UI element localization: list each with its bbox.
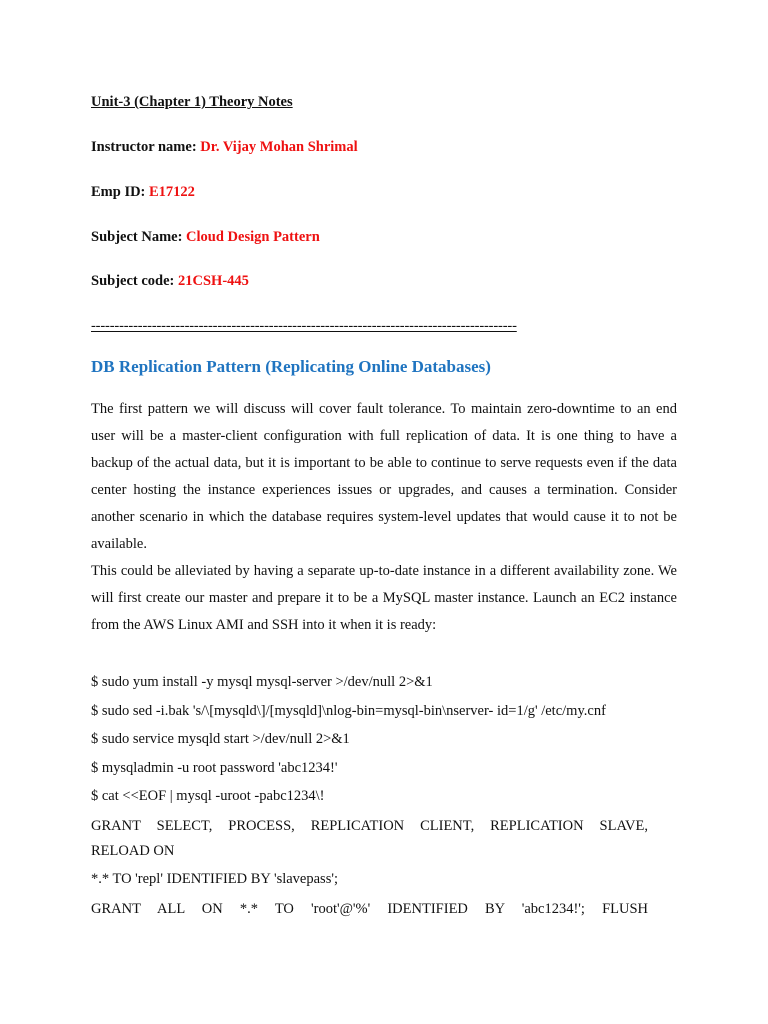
command-line: $ sudo sed -i.bak 's/\[mysqld\]/[mysqld]\nlog-bin=mysql-bin\nserver- id=1/g' /etc/my.cnf: [91, 703, 606, 719]
subject-name-label: Subject Name:: [91, 229, 183, 245]
command-line: $ sudo yum install -y mysql mysql-server >/dev/null 2>&1: [91, 674, 433, 690]
subject-code-value: 21CSH-445: [178, 273, 249, 289]
sql-grant-line: GRANT SELECT, PROCESS, REPLICATION CLIENT, REPLICATION SLAVE,: [91, 818, 648, 834]
command-line: $ cat <<EOF | mysql -uroot -pabc1234\!: [91, 788, 325, 804]
emp-id-row: [91, 184, 195, 201]
sql-grant-line: GRANT ALL ON *.* TO 'root'@'%' IDENTIFIED BY 'abc1234!'; FLUSH: [91, 901, 648, 917]
emp-id-value: E17122: [149, 184, 195, 200]
document-title: Unit-3 (Chapter 1) Theory Notes: [91, 94, 293, 110]
instructor-label: Instructor name:: [91, 139, 197, 155]
paragraph-1: The first pattern we will discuss will cover fault tolerance. To maintain zero-downtime to an end user will be a master-client configuration with full replication of data. It is one thing to have a backup of the actual data, but it is important to be able to continue to serve requests even if the data center hosting the instance experiences issues or upgrades, and causes a termination. Consider another scenario in which the database requires system-level updates that would cause it to not be available.: [91, 401, 677, 552]
sql-grant-line: RELOAD ON: [91, 843, 175, 859]
separator-line: -------------------------------------------------------------------------------------------: [91, 318, 517, 334]
subject-code-row: [91, 273, 249, 290]
emp-id-label: Emp ID:: [91, 184, 146, 200]
instructor-value: Dr. Vijay Mohan Shrimal: [200, 139, 358, 155]
section-heading: DB Replication Pattern (Replicating Online Databases): [91, 357, 491, 376]
instructor-row: [91, 139, 358, 156]
sql-grant-line: *.* TO 'repl' IDENTIFIED BY 'slavepass';: [91, 871, 338, 887]
subject-name-row: [91, 229, 320, 246]
command-line: $ sudo service mysqld start >/dev/null 2>&1: [91, 731, 350, 747]
paragraph-2: This could be alleviated by having a separate up-to-date instance in a different availability zone. We will first create our master and prepare it to be a MySQL master instance. Launch an EC2 instance from the AWS Linux AMI and SSH into it when it is ready:: [91, 563, 677, 633]
subject-name-value: Cloud Design Pattern: [186, 229, 320, 245]
command-line: $ mysqladmin -u root password 'abc1234!': [91, 760, 338, 776]
subject-code-label: Subject code:: [91, 273, 175, 289]
